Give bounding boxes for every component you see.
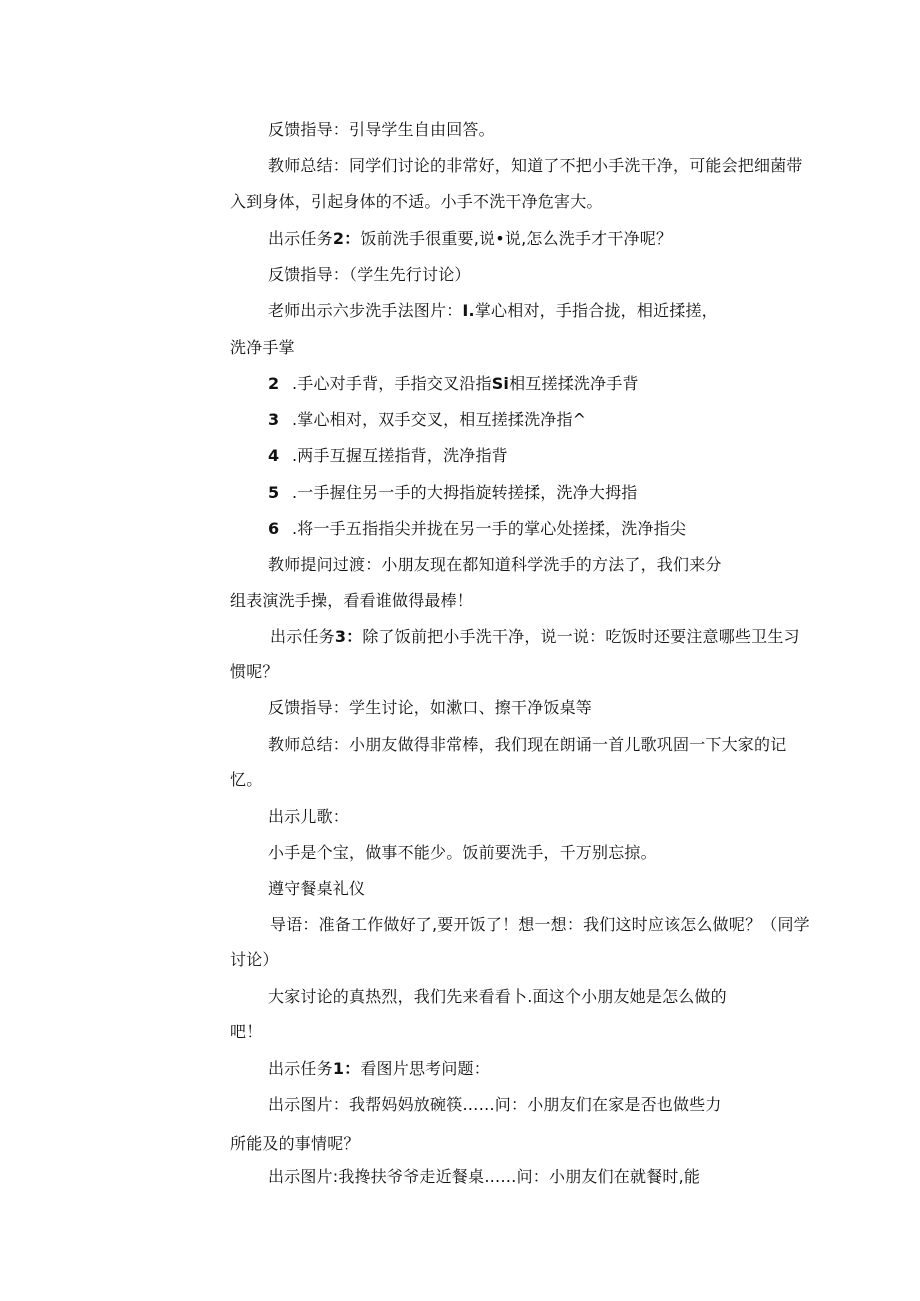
- step-number: I.: [462, 301, 475, 320]
- task-number: 2：: [332, 229, 361, 248]
- line-text: 教师总结：同学们讨论的非常好，知道了不把小手洗干净，可能会把细菌带: [268, 156, 803, 175]
- line-text: 相互搓揉洗净手背: [509, 374, 639, 393]
- text-line: [268, 986, 727, 1008]
- line-text: 出示图片:我搀扶爷爷走近餐桌……问：小朋友们在就餐时,能: [268, 1167, 701, 1186]
- line-text: .手心对手背，手指交叉沿指: [292, 374, 492, 393]
- text-line: [230, 191, 603, 213]
- line-text: 吧！: [230, 1022, 263, 1041]
- line-text: 掌心相对，手指合拢，相近揉搓，: [474, 301, 718, 320]
- list-number: 4: [268, 446, 280, 465]
- text-line: [230, 590, 473, 612]
- line-text: 大家讨论的真热烈，我们先来看看卜.面这个小朋友她是怎么做的: [268, 987, 727, 1006]
- task-number: 3：: [334, 627, 363, 646]
- line-text: 入到身体，引起身体的不适。小手不洗干净危害大。: [230, 192, 603, 211]
- text-line: [230, 949, 279, 971]
- text-line: [270, 626, 800, 648]
- text-line: [230, 1021, 262, 1043]
- text-line: [230, 1133, 360, 1155]
- line-text: 除了饭前把小手洗干净，说一说：吃饭时还要注意哪些卫生习: [362, 627, 800, 646]
- list-item: [268, 373, 639, 395]
- text-line: [268, 264, 471, 286]
- line-text: 惯呢？: [230, 662, 279, 681]
- line-text: 出示任务: [270, 627, 335, 646]
- text-line: [268, 300, 718, 322]
- line-text: 小手是个宝，做事不能少。饭前要洗手，千万别忘掠。: [268, 843, 657, 862]
- list-number: 2: [268, 374, 280, 393]
- line-text: 导语：准备工作做好了,要开饭了！想一想：我们这时应该怎么做呢？（同学: [270, 915, 810, 934]
- text-line: [268, 806, 349, 828]
- text-line: [268, 697, 592, 719]
- text-line: [230, 769, 262, 791]
- line-text: 老师出示六步洗手法图片：: [268, 301, 463, 320]
- list-item: [268, 409, 586, 431]
- line-text: 反馈指导：（学生先行讨论）: [268, 265, 471, 284]
- line-text: 所能及的事情呢？: [230, 1134, 360, 1153]
- list-item: [268, 518, 686, 540]
- text-line: [268, 155, 803, 177]
- task-number: 1：: [332, 1059, 361, 1078]
- text-line: [268, 554, 722, 576]
- line-text: 教师提问过渡：小朋友现在都知道科学洗手的方法了，我们来分: [268, 555, 722, 574]
- line-text: .一手握住另一手的大拇指旋转搓揉，洗净大拇指: [292, 483, 638, 502]
- text-line: [268, 1166, 700, 1188]
- text-line: [268, 842, 657, 864]
- text-line: [268, 1094, 722, 1116]
- text-line: [270, 914, 810, 936]
- line-text: 反馈指导：学生讨论，如漱口、擦干净饭桌等: [268, 698, 593, 717]
- text-line: [230, 337, 295, 359]
- list-item: [268, 445, 508, 467]
- line-text: 出示任务: [268, 229, 333, 248]
- text-line: [268, 228, 672, 250]
- line-text: 教师总结：小朋友做得非常棒，我们现在朗诵一首儿歌巩固一下大家的记: [268, 735, 787, 754]
- line-text: 组表演洗手操，看看谁做得最棒！: [230, 591, 474, 610]
- line-text-bold: Si: [491, 374, 510, 393]
- line-text: 讨论）: [230, 950, 279, 969]
- text-line: [230, 661, 279, 683]
- line-text: 出示任务: [268, 1059, 333, 1078]
- line-text: 出示图片：我帮妈妈放碗筷……问：小朋友们在家是否也做些力: [268, 1095, 722, 1114]
- line-text: .两手互握互搓指背，洗净指背: [292, 446, 508, 465]
- list-number: 6: [268, 519, 280, 538]
- line-text: 忆。: [230, 770, 263, 789]
- text-line: [268, 734, 786, 756]
- list-number: 3: [268, 410, 280, 429]
- list-number: 5: [268, 483, 280, 502]
- line-text: 洗净手掌: [230, 338, 295, 357]
- line-text: 出示儿歌：: [268, 807, 350, 826]
- text-line: [268, 1058, 490, 1080]
- text-line: [268, 119, 495, 141]
- line-text: 饭前洗手很重要,说•说,怎么洗手才干净呢？: [360, 229, 673, 248]
- section-heading: [268, 878, 365, 900]
- line-text: 看图片思考问题：: [360, 1059, 490, 1078]
- line-text: 遵守餐桌礼仪: [268, 879, 366, 898]
- list-item: [268, 482, 638, 504]
- line-text: .将一手五指指尖并拢在另一手的掌心处搓揉，洗净指尖: [292, 519, 687, 538]
- line-text: .掌心相对，双手交叉，相互搓揉洗净指^: [292, 410, 587, 429]
- line-text: 反馈指导：引导学生自由回答。: [268, 120, 495, 139]
